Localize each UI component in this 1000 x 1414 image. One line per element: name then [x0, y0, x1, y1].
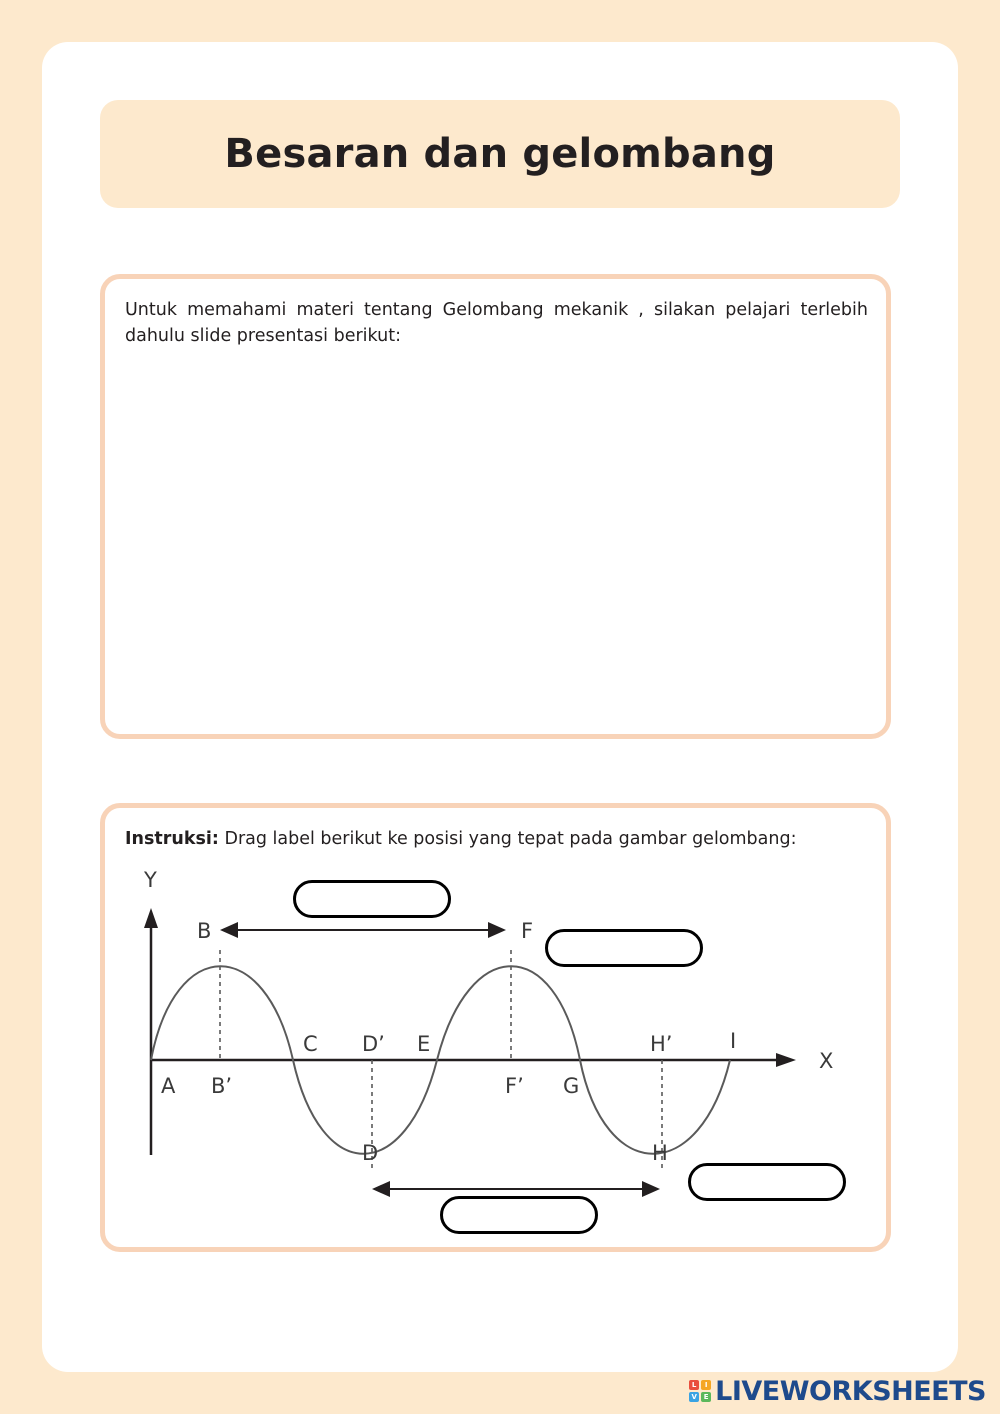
point-label-c: C	[303, 1032, 318, 1056]
point-label-d: D	[362, 1141, 379, 1165]
wavelength-arrow-top-right-head	[488, 922, 506, 938]
drop-zone-wavelength-top[interactable]	[293, 880, 451, 918]
point-label-b-prime: B’	[211, 1074, 233, 1098]
axis-label-y: Y	[144, 868, 157, 892]
point-label-d-prime: D’	[362, 1032, 385, 1056]
drop-zone-wavelength-bottom[interactable]	[440, 1196, 598, 1234]
wavelength-arrow-bottom-left-head	[372, 1181, 390, 1197]
y-axis-arrowhead	[144, 908, 158, 928]
point-label-e: E	[417, 1032, 431, 1056]
point-label-f-prime: F’	[505, 1074, 524, 1098]
point-label-i: I	[730, 1029, 737, 1053]
instruction-body: Drag label berikut ke posisi yang tepat pada gambar gelombang:	[218, 829, 797, 849]
logo-tile-v: V	[689, 1392, 699, 1402]
axis-label-x: X	[819, 1049, 834, 1073]
drop-zone-trough[interactable]	[688, 1163, 846, 1201]
instruction-label: Instruksi:	[125, 829, 219, 849]
point-label-h-prime: H’	[650, 1032, 673, 1056]
logo-tile-i: I	[701, 1380, 711, 1390]
x-axis-arrowhead	[776, 1053, 796, 1067]
liveworksheets-logo[interactable]	[689, 1374, 986, 1408]
point-label-f: F	[521, 919, 534, 943]
wavelength-arrow-top-left-head	[220, 922, 238, 938]
brand-name: LIVEWORKSHEETS	[715, 1375, 986, 1407]
logo-tile-l: L	[689, 1380, 699, 1390]
point-label-g: G	[563, 1074, 580, 1098]
point-label-b: B	[197, 919, 212, 943]
point-label-h: H	[652, 1141, 668, 1165]
logo-tile-e: E	[701, 1392, 711, 1402]
page-title: Besaran dan gelombang	[224, 131, 776, 177]
presentation-intro-text: Untuk memahami materi tentang Gelombang mekanik , silakan pelajari terlebih dahulu slide presentasi berikut:	[125, 300, 868, 346]
point-label-a: A	[161, 1074, 176, 1098]
drop-zone-crest[interactable]	[545, 929, 703, 967]
logo-grid-icon	[689, 1380, 711, 1402]
wavelength-arrow-bottom-right-head	[642, 1181, 660, 1197]
